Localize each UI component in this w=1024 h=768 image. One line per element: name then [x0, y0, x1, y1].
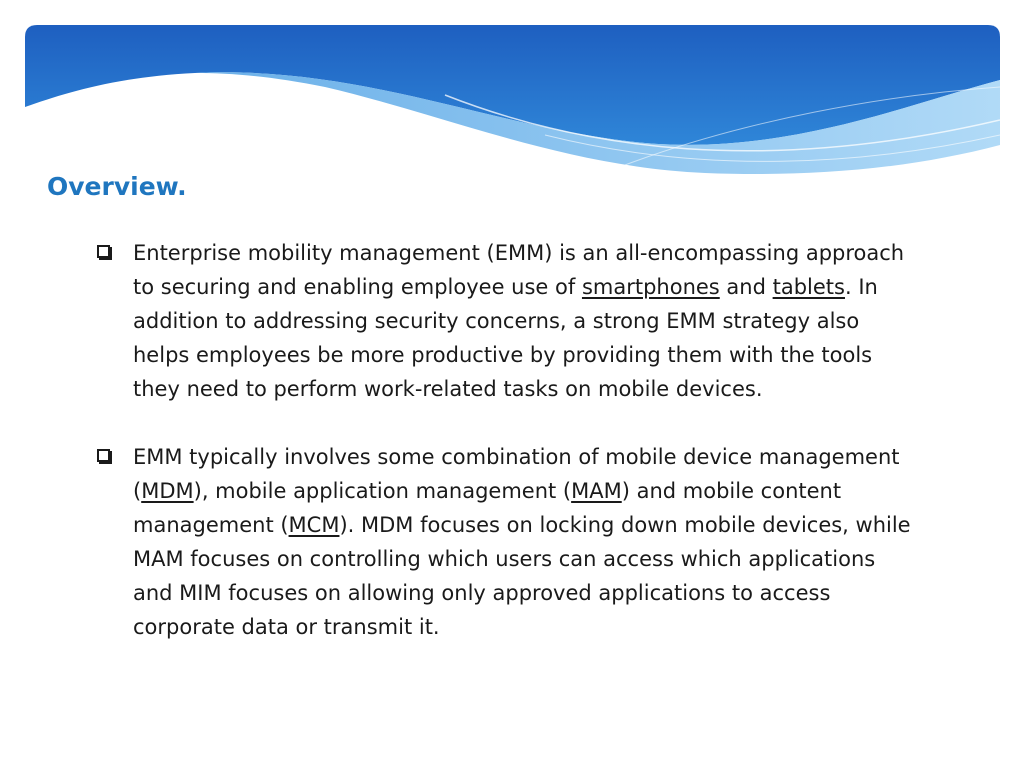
- checkbox-square-icon: [97, 245, 110, 258]
- link-mdm[interactable]: MDM: [141, 479, 194, 503]
- bullet-text: Enterprise mobility management (EMM) is an all-encompassing approach to securing and enabling employee use of smartphones and tablets. In addition to addressing security concerns, a strong EMM strategy also helps employees be more productive by providing them with the tools they need to perform work-related tasks on mobile devices.: [133, 241, 905, 401]
- bullet-item-emm-overview: [95, 236, 915, 406]
- checkbox-square-icon: [97, 449, 110, 462]
- link-smartphones[interactable]: smartphones: [581, 275, 720, 299]
- slide-title: Overview.: [47, 172, 187, 201]
- link-tablets[interactable]: tablets: [772, 275, 845, 299]
- bullet-text: EMM typically involves some combination of mobile device management (MDM), mobile application management (MAM) and mobile content management (MCM). MDM focuses on locking down mobile devices, while MAM focuses on controlling which users can access which applications and MIM focuses on allowing only approved applications to access corporate data or transmit it.: [133, 445, 911, 639]
- bullet-item-emm-components: [95, 440, 915, 644]
- link-mam[interactable]: MAM: [571, 479, 622, 503]
- link-mcm[interactable]: MCM: [288, 513, 340, 537]
- bullet-list: [95, 236, 915, 644]
- wave-banner: [25, 25, 1000, 185]
